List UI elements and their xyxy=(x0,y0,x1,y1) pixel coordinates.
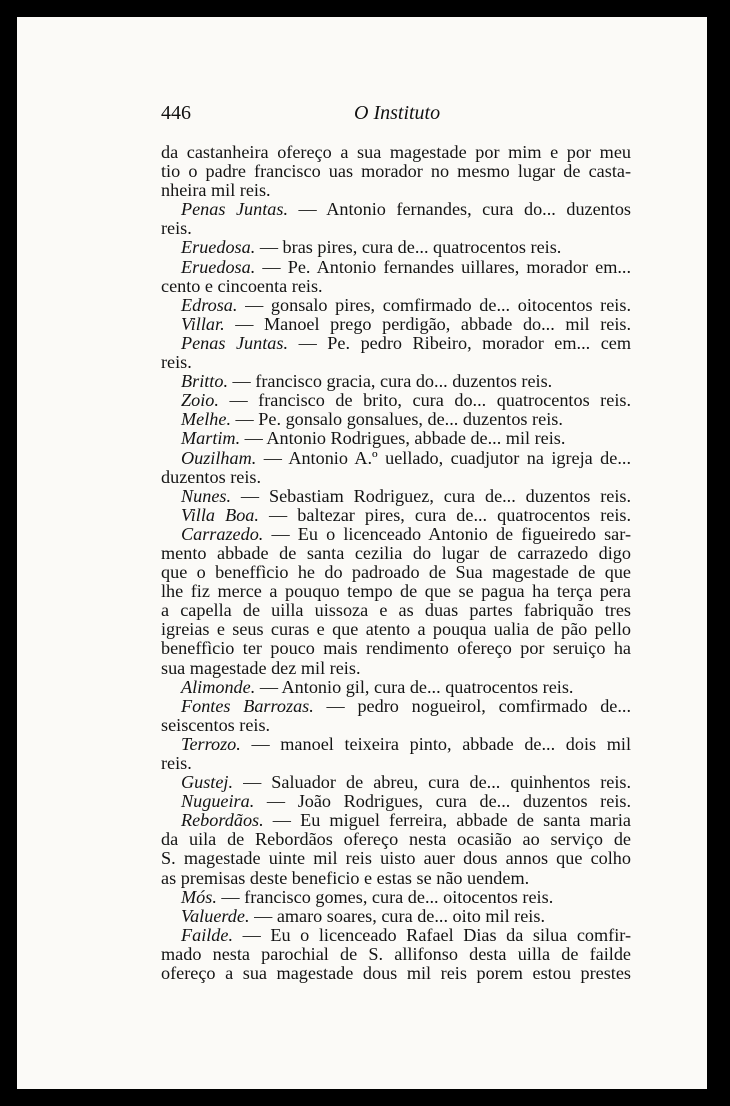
entry-text: mento abbade de santa cezilia do lugar de carrazedo digo xyxy=(161,542,631,563)
text-line xyxy=(161,601,631,620)
entry-text: mado nesta parochial de S. allifonso desta uilla de failde xyxy=(161,943,631,964)
body-text xyxy=(161,143,631,983)
text-line xyxy=(161,410,631,429)
text-line xyxy=(161,945,631,964)
text-line xyxy=(161,449,631,468)
entry-place-name: Melhe. xyxy=(181,409,231,430)
entry-text: duzentos reis. xyxy=(161,466,262,487)
text-line xyxy=(161,487,631,506)
text-line xyxy=(161,315,631,334)
text-line xyxy=(161,258,631,277)
entry-place-name: Edrosa. xyxy=(181,294,238,315)
entry-text: — Pe. pedro Ribeiro, morador em... cem xyxy=(288,332,632,353)
entry-place-name: Villa Boa. xyxy=(181,504,259,525)
text-line xyxy=(161,563,631,582)
text-line xyxy=(161,181,631,200)
entry-text: da uila de Rebordãos ofereço nesta ocasião ao serviço de xyxy=(161,829,631,850)
entry-place-name: Martim. xyxy=(181,428,241,449)
text-line xyxy=(161,277,631,296)
text-line xyxy=(161,353,631,372)
entry-text: lhe fiz merce a pouquo tempo de que se pagua ha terça pera xyxy=(161,581,631,602)
entry-place-name: Nugueira. xyxy=(181,791,255,812)
text-line xyxy=(161,697,631,716)
text-line xyxy=(161,506,631,525)
entry-text: seiscentos reis. xyxy=(161,714,271,735)
text-line xyxy=(161,296,631,315)
entry-place-name: Nunes. xyxy=(181,485,232,506)
entry-place-name: Failde. xyxy=(181,924,234,945)
text-line xyxy=(161,830,631,849)
entry-place-name: Eruedosa. xyxy=(181,256,256,277)
text-line xyxy=(161,678,631,697)
entry-text: — Antonio Rodrigues, abbade de... mil reis. xyxy=(240,428,566,449)
text-line xyxy=(161,754,631,773)
running-title: O Instituto xyxy=(354,102,441,124)
text-line xyxy=(161,964,631,983)
entry-text: — Eu o licenceado Rafael Dias da silua comfir- xyxy=(233,924,631,945)
page-sheet xyxy=(17,17,707,1089)
entry-place-name: Alimonde. xyxy=(181,676,256,697)
text-line xyxy=(161,926,631,945)
text-line xyxy=(161,238,631,257)
text-line xyxy=(161,773,631,792)
entry-place-name: Gustej. xyxy=(181,772,234,793)
text-line xyxy=(161,888,631,907)
text-line xyxy=(161,372,631,391)
entry-place-name: Mós. xyxy=(181,886,217,907)
entry-place-name: Britto. xyxy=(181,371,228,392)
entry-text: as premisas deste beneficio e estas se não uendem. xyxy=(161,867,530,888)
entry-place-name: Ouzilham. xyxy=(181,447,257,468)
text-line xyxy=(161,429,631,448)
entry-place-name: Fontes Barrozas. xyxy=(181,695,314,716)
entry-text: — pedro nogueirol, comfirmado de... xyxy=(313,695,631,716)
entry-place-name: Penas Juntas. xyxy=(181,332,289,353)
entry-text: — Pe. gonsalo gonsalues, de... duzentos reis. xyxy=(231,409,563,430)
entry-text: — Sebastiam Rodriguez, cura de... duzentos reis. xyxy=(231,485,631,506)
entry-text: — Pe. Antonio fernandes uillares, morador em... xyxy=(255,256,631,277)
text-line xyxy=(161,334,631,353)
entry-text: reis. xyxy=(161,218,192,239)
text-line xyxy=(161,200,631,219)
entry-place-name: Carrazedo. xyxy=(181,523,264,544)
entry-text: — francisco gracia, cura do... duzentos reis. xyxy=(228,371,553,392)
text-line xyxy=(161,811,631,830)
entry-place-name: Rebordãos. xyxy=(181,810,264,831)
entry-place-name: Valuerde. xyxy=(181,905,250,926)
text-line xyxy=(161,659,631,678)
entry-text: — Antonio gil, cura de... quatrocentos reis. xyxy=(255,676,574,697)
entry-text: — Eu o licenceado Antonio de figueiredo sar- xyxy=(263,523,631,544)
text-line xyxy=(161,620,631,639)
entry-text: — Eu miguel ferreira, abbade de santa maria xyxy=(263,810,631,831)
entry-text: S. magestade uinte mil reis uisto auer dous annos que colho xyxy=(161,848,631,869)
text-line xyxy=(161,639,631,658)
entry-text: — bras pires, cura de... quatrocentos reis. xyxy=(255,237,562,258)
entry-text: — francisco gomes, cura de... oitocentos reis. xyxy=(216,886,554,907)
text-line xyxy=(161,162,631,181)
entry-text: — amaro soares, cura de... oito mil reis. xyxy=(249,905,545,926)
text-line xyxy=(161,735,631,754)
entry-text: que o beneffìcio he do padroado de Sua magestade de que xyxy=(161,562,631,583)
entry-text: ofereço a sua magestade dous mil reis porem estou prestes xyxy=(161,963,631,984)
entry-place-name: Eruedosa. xyxy=(181,237,256,258)
text-line xyxy=(161,582,631,601)
entry-text: — Saluador de abreu, cura de... quinhentos reis. xyxy=(233,772,631,793)
entry-text: — Antonio fernandes, cura do... duzentos xyxy=(288,199,631,220)
entry-text: a capella de uilla uissoza e as duas partes fabriquão tres xyxy=(161,600,631,621)
entry-place-name: Zoio. xyxy=(181,390,219,411)
page-number: 446 xyxy=(161,102,191,124)
entry-text: reis. xyxy=(161,753,192,773)
text-line xyxy=(161,219,631,238)
text-line xyxy=(161,544,631,563)
entry-text: — Antonio A.º uellado, cuadjutor na igreja de... xyxy=(256,447,631,468)
entry-text: — baltezar pires, cura de... quatrocentos reis. xyxy=(258,504,631,525)
text-line xyxy=(161,525,631,544)
entry-text: nheira mil reis. xyxy=(161,180,271,201)
entry-place-name: Terrozo. xyxy=(181,733,241,754)
text-line xyxy=(161,468,631,487)
entry-text: igreias e seus curas e que atento a pouqua ualia de pão pello xyxy=(161,619,631,640)
entry-place-name: Villar. xyxy=(181,313,225,334)
entry-text: sua magestade dez mil reis. xyxy=(161,657,361,678)
entry-text: — francisco de brito, cura do... quatrocentos reis. xyxy=(218,390,631,411)
entry-text: beneffìcio ter pouco mais rendimento ofereço por seruiço ha xyxy=(161,638,631,659)
entry-text: cento e cincoenta reis. xyxy=(161,275,323,296)
text-line xyxy=(161,869,631,888)
text-line xyxy=(161,391,631,410)
text-line xyxy=(161,907,631,926)
entry-text: — manoel teixeira pinto, abbade de... dois mil xyxy=(240,733,631,754)
text-line xyxy=(161,143,631,162)
entry-text: — Manoel prego perdigão, abbade do... mil reis. xyxy=(224,313,631,334)
text-line xyxy=(161,849,631,868)
text-line xyxy=(161,716,631,735)
entry-text: tio o padre francisco uas morador no mesmo lugar de casta- xyxy=(161,161,631,182)
entry-text: — gonsalo pires, comfirmado de... oitocentos reis. xyxy=(237,294,631,315)
text-line xyxy=(161,792,631,811)
entry-place-name: Penas Juntas. xyxy=(181,199,289,220)
entry-text: reis. xyxy=(161,352,192,373)
entry-text: da castanheira ofereço a sua magestade por mim e por meu xyxy=(161,142,631,162)
entry-text: — João Rodrigues, cura de... duzentos reis. xyxy=(254,791,631,812)
